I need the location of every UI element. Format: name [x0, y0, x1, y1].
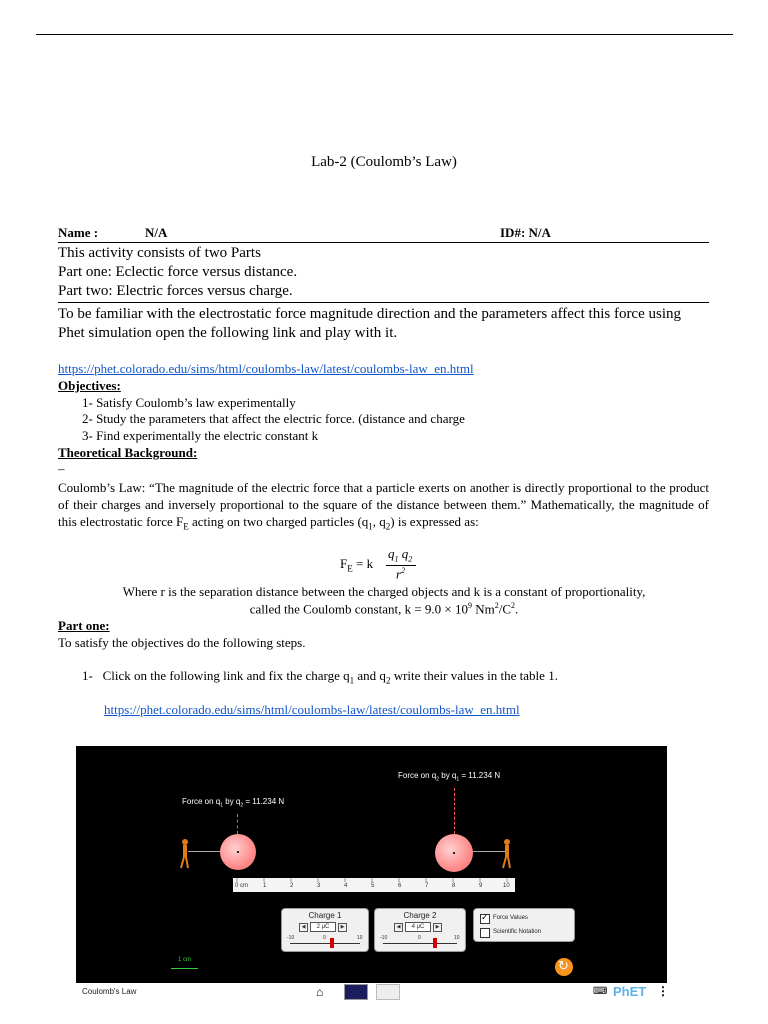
charge-1-increment-button[interactable]: ▶ [338, 923, 347, 932]
charge-1-mid: 0 [323, 935, 326, 941]
ruler-label-0: 0 cm [235, 883, 249, 889]
force-label-left: Force on $q_1$ by $q_2 = 11.234$ N [182, 797, 285, 809]
charge-2-panel[interactable] [374, 908, 466, 952]
where-text-d: . [515, 601, 519, 617]
page-title: Lab-2 (Coulomb’s Law) [311, 154, 457, 170]
charge-2-slider-track[interactable] [383, 943, 457, 944]
screen-thumbnail-2-icon[interactable] [376, 984, 400, 1000]
charge-1-max: 10 [357, 935, 363, 941]
where-exp-2: 2 [494, 601, 499, 610]
id-field [500, 225, 551, 241]
charge-2-decrement-button[interactable]: ◀ [394, 923, 403, 932]
where-line-2 [0, 601, 768, 617]
formula-numerator: $q_1$ $q_2$ [388, 546, 413, 564]
charge-2-increment-button[interactable]: ▶ [433, 923, 442, 932]
footer-sim-title: Coulomb's Law [82, 987, 137, 996]
where-text-a: called the Coulomb constant, k = 9.0 × 10 [249, 601, 468, 617]
ruler-label-3: 3 [317, 883, 321, 889]
charge-2-value: 4 μC [405, 922, 431, 932]
scientific-notation-label: Scientific Notation [493, 929, 542, 935]
charge-1-slider-track[interactable] [290, 943, 360, 944]
top-rule [36, 34, 733, 35]
menu-icon[interactable]: ⋮ [657, 984, 669, 998]
ruler-label-5: 5 [371, 883, 375, 889]
home-icon[interactable]: ⌂ [316, 985, 324, 999]
header-rule [58, 242, 709, 243]
formula-lhs: $F_E = k$ [340, 556, 374, 574]
charge-1-decrement-button[interactable]: ◀ [299, 923, 308, 932]
force-values-label: Force Values [493, 915, 528, 921]
ruler-label-8: 8 [452, 883, 456, 889]
intro-rule [58, 302, 709, 303]
ruler-label-4: 4 [344, 883, 348, 889]
intro-paragraph: To be familiar with the electrostatic force magnitude direction and the parameters affect this force using Phet simulation open the following link and play with it. [58, 306, 682, 341]
theory-paragraph: Coulomb’s Law: “The magnitude of the electric force that a particle exerts on another is directly proportional to the product of their charges and inversely proportional to the square of the distance between them.” Mathematically, the magnitude of this electrostatic force $F_E$ acting on two charged particles ($q_1$, $q_2$) is expressed as: [58, 480, 709, 532]
force-values-checkbox[interactable]: ✓ [481, 912, 489, 922]
where-text-b: Nm [472, 601, 495, 617]
charge-2-title: Charge 2 [403, 911, 437, 920]
keyboard-icon[interactable]: ⌨ [593, 986, 608, 997]
where-line-1: Where r is the separation distance between the charged objects and k is a constant of proportionality, [122, 584, 646, 599]
objective-item-2: 2- Study the parameters that affect the electric force. (distance and charge [82, 411, 465, 426]
intro-line-1: This activity consists of two Parts [58, 245, 261, 261]
ruler-label-6: 6 [398, 883, 402, 889]
formula-denominator: $r^2$ [396, 566, 406, 582]
theory-heading: Theoretical Background: [58, 445, 198, 460]
charge-2-max: 10 [454, 935, 460, 941]
force-dash-left [237, 814, 238, 834]
charge-1-slider-thumb[interactable] [330, 938, 334, 948]
charge-1-panel[interactable] [281, 908, 369, 952]
reset-icon[interactable]: ↻ [555, 958, 573, 976]
charge-1-min: -10 [287, 935, 295, 941]
ruler-label-7: 7 [425, 883, 429, 889]
simulation-footer [76, 983, 667, 1005]
name-label: Name : [58, 225, 99, 240]
options-panel [473, 908, 575, 942]
scale-label: 1 cm [178, 957, 192, 963]
part-one-step-1: 1- Click on the following link and fix the charge $q_1$ and $q_2$ write their values in the table 1. [82, 668, 558, 686]
intro-line-2: Part one: Eclectic force versus distance. [58, 264, 298, 280]
simulation-screen[interactable] [76, 746, 667, 983]
objective-item-3: 3- Find experimentally the electric constant k [82, 428, 319, 443]
simulation-link-2[interactable]: https://phet.colorado.edu/sims/html/coulombs-law/latest/coulombs-law_en.html [104, 702, 520, 717]
id-label: ID#: [500, 225, 526, 240]
ruler-label-9: 9 [479, 883, 483, 889]
charge-2-mid: 0 [418, 935, 421, 941]
charge-q2-ball[interactable] [435, 834, 473, 872]
where-exp-3: 2 [511, 601, 516, 610]
theory-dash: – [58, 461, 65, 476]
id-value: N/A [528, 225, 551, 240]
simulation-link[interactable]: https://phet.colorado.edu/sims/html/coulombs-law/latest/coulombs-law_en.html [58, 361, 474, 376]
ruler-label-10: 10 [503, 883, 510, 889]
charge-2-min: -10 [380, 935, 388, 941]
where-exp-1: 9 [468, 601, 472, 610]
force-label-right: Force on $q_2$ by $q_1 = 11.234$ N [398, 771, 501, 783]
charge-2-stepper[interactable] [394, 922, 448, 932]
name-value: N/A [145, 225, 168, 240]
ruler-label-2: 2 [290, 883, 294, 889]
charge-1-value: 2 μC [310, 922, 336, 932]
part-one-intro: To satisfy the objectives do the following steps. [58, 635, 306, 650]
where-text-c: /C [498, 601, 512, 617]
scale-bar [171, 968, 198, 969]
ruler[interactable] [233, 878, 515, 892]
objective-item-1: 1- Satisfy Coulomb’s law experimentally [82, 395, 296, 410]
screen-thumbnail-icon[interactable] [344, 984, 368, 1000]
charge-2-slider-thumb[interactable] [433, 938, 437, 948]
puller-right-icon[interactable] [502, 838, 512, 870]
puller-left-icon[interactable] [180, 838, 190, 870]
phet-logo[interactable]: PhET [613, 984, 647, 999]
intro-line-3: Part two: Electric forces versus charge. [58, 283, 293, 299]
objectives-heading: Objectives: [58, 378, 121, 393]
scientific-notation-checkbox[interactable] [480, 928, 490, 938]
charge-1-title: Charge 1 [308, 911, 342, 920]
charge-1-stepper[interactable] [299, 922, 351, 932]
force-dash-right [454, 788, 455, 834]
part-one-heading: Part one: [58, 618, 110, 633]
ruler-label-1: 1 [263, 883, 267, 889]
charge-q1-ball[interactable] [220, 834, 256, 870]
